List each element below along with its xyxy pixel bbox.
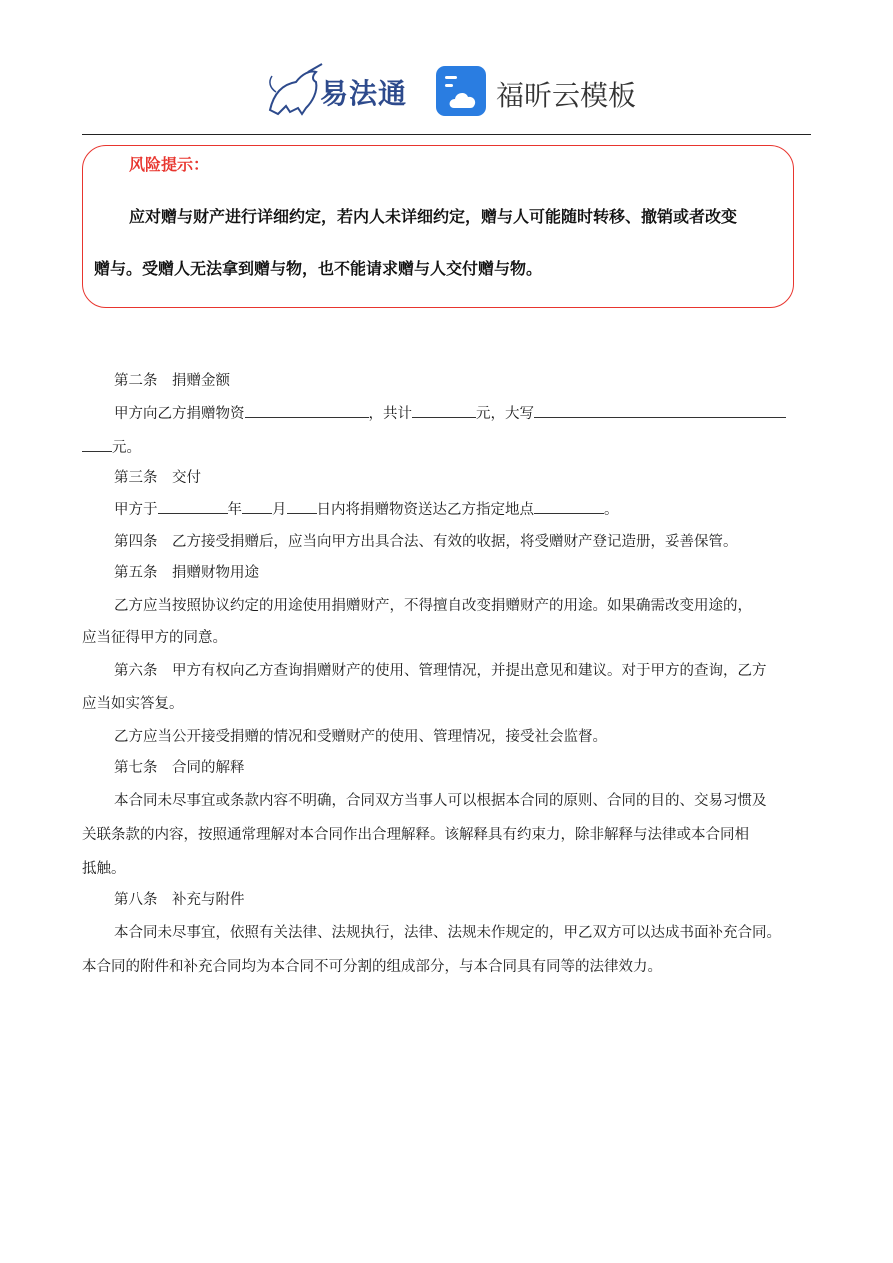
page-header [0, 0, 893, 136]
risk-title: 风险提示： [129, 155, 210, 174]
article-7-line: 关联条款的内容，按照通常理解对本合同作出合理解释。该解释具有约束力，除非解释与法律或本合同相 [82, 827, 749, 843]
article-7-title: 第七条 合同的解释 [114, 760, 245, 776]
blank-field[interactable] [158, 499, 228, 514]
article-7-line: 抵触。 [82, 861, 126, 877]
blank-field[interactable] [245, 403, 369, 418]
article-5-title: 第五条 捐赠财物用途 [114, 565, 259, 581]
article-6-line: 第六条 甲方有权向乙方查询捐赠财产的使用、管理情况，并提出意见和建议。对于甲方的查询，乙方 [114, 663, 767, 679]
blank-field[interactable] [534, 403, 786, 418]
header-divider [82, 134, 811, 135]
yifatong-logo-text: 易法通 [320, 77, 408, 110]
text-run: 年 [227, 502, 242, 518]
article-5-line: 应当征得甲方的同意。 [82, 630, 227, 646]
article-5-line: 乙方应当按照协议约定的用途使用捐赠财产，不得擅自改变捐赠财产的用途。如果确需改变用途的， [114, 598, 752, 614]
text-run: ，共计 [368, 406, 412, 422]
article-4: 第四条 乙方接受捐赠后，应当向甲方出具合法、有效的收据，将受赠财产登记造册，妥善保管。 [114, 534, 738, 550]
text-run: 元，大写 [476, 406, 534, 422]
blank-field[interactable] [242, 499, 272, 514]
article-3-paragraph [114, 499, 619, 520]
text-run: 日内将捐赠物资送达乙方指定地点 [316, 502, 534, 518]
text-run: 元。 [112, 440, 141, 456]
risk-text-line: 赠与。受赠人无法拿到赠与物，也不能请求赠与人交付赠与物。 [94, 259, 543, 278]
text-run: 甲方向乙方捐赠物资 [114, 406, 245, 422]
article-6-line: 乙方应当公开接受捐赠的情况和受赠财产的使用、管理情况，接受社会监督。 [114, 729, 607, 745]
article-7-line: 本合同未尽事宜或条款内容不明确，合同双方当事人可以根据本合同的原则、合同的目的、交易习惯及 [114, 793, 767, 809]
blank-field[interactable] [534, 499, 604, 514]
article-2-paragraph-cont [82, 437, 141, 458]
blank-field[interactable] [287, 499, 317, 514]
text-run: 。 [604, 502, 619, 518]
blank-field[interactable] [82, 437, 112, 452]
article-8-line: 本合同未尽事宜，依照有关法律、法规执行，法律、法规未作规定的，甲乙双方可以达成书面补充合同。 [114, 925, 781, 941]
risk-warning-box [82, 145, 794, 308]
foxit-template-logo-text: 福昕云模板 [496, 79, 637, 112]
text-run: 甲方于 [114, 502, 158, 518]
article-3-title: 第三条 交付 [114, 470, 201, 486]
article-2-title: 第二条 捐赠金额 [114, 373, 230, 389]
article-8-line: 本合同的附件和补充合同均为本合同不可分割的组成部分，与本合同具有同等的法律效力。 [82, 959, 662, 975]
article-6-line: 应当如实答复。 [82, 696, 184, 712]
article-2-paragraph [114, 403, 786, 424]
article-8-title: 第八条 补充与附件 [114, 892, 245, 908]
text-run: 月 [272, 502, 287, 518]
blank-field[interactable] [412, 403, 476, 418]
foxit-cloud-logo-icon [436, 66, 486, 116]
risk-text-line: 应对赠与财产进行详细约定，若内人未详细约定，赠与人可能随时转移、撤销或者改变 [129, 207, 738, 226]
